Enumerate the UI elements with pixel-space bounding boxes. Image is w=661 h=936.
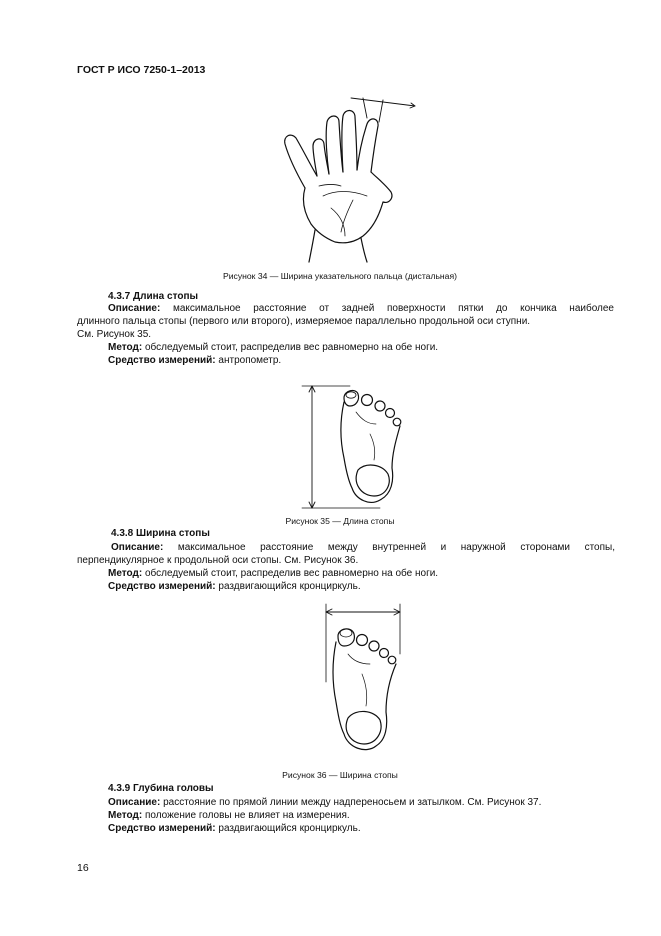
description-line-1: максимальное расстояние между внутренней и наружной сторонами стопы, [177, 542, 615, 553]
tool-text: раздвигающийся кронциркуль. [218, 823, 361, 834]
description-label: Описание: [108, 303, 161, 314]
section-4-3-7-tool [108, 354, 281, 367]
description-line-1: максимальное расстояние от задней поверхности пятки до кончика наиболее [172, 303, 614, 314]
method-text: положение головы не влияет на измерения. [144, 810, 350, 821]
tool-label: Средство измерений: [108, 581, 216, 592]
section-4-3-8-tool [108, 580, 361, 593]
tool-label: Средство измерений: [108, 823, 216, 834]
description-text: расстояние по прямой линии между надпереносьем и затылком. См. Рисунок 37. [163, 797, 542, 808]
description-label: Описание: [111, 542, 164, 553]
section-4-3-7-description [108, 302, 614, 315]
foot-length-illustration [300, 384, 410, 514]
section-4-3-9-tool [108, 822, 361, 835]
tool-text: раздвигающийся кронциркуль. [218, 581, 361, 592]
method-text: обследуемый стоит, распределив вес равномерно на обе ноги. [144, 342, 439, 353]
tool-label: Средство измерений: [108, 355, 216, 366]
section-4-3-8-title: 4.3.8 Ширина стопы [111, 528, 210, 539]
section-4-3-8-description-line-2: перпендикулярное к продольной оси стопы. См. Рисунок 36. [77, 555, 359, 566]
method-label: Метод: [108, 342, 143, 353]
method-label: Метод: [108, 568, 143, 579]
description-label: Описание: [108, 797, 161, 808]
section-4-3-9-method [108, 809, 350, 822]
document-code: ГОСТ Р ИСО 7250-1–2013 [77, 64, 206, 76]
figure-35-caption: Рисунок 35 — Длина стопы [285, 516, 395, 526]
figure-34-caption: Рисунок 34 — Ширина указательного пальца (дистальная) [223, 271, 457, 281]
method-text: обследуемый стоит, распределив вес равномерно на обе ноги. [144, 568, 439, 579]
hand-illustration [275, 92, 415, 262]
figure-36-caption: Рисунок 36 — Ширина стопы [282, 770, 398, 780]
section-4-3-9-description [108, 796, 541, 809]
page-number: 16 [77, 862, 89, 874]
section-4-3-7-description-line-3: См. Рисунок 35. [77, 329, 152, 340]
section-4-3-7-description-line-2: длинного пальца стопы (первого или второго), измеряемое параллельно продольной оси ступни. [77, 316, 531, 327]
section-4-3-8-method [108, 567, 438, 580]
section-4-3-7-title: 4.3.7 Длина стопы [108, 291, 199, 302]
foot-width-illustration [322, 602, 412, 762]
method-label: Метод: [108, 810, 143, 821]
section-4-3-8-description [111, 541, 615, 554]
section-4-3-7-method [108, 341, 438, 354]
section-4-3-9-title: 4.3.9 Глубина головы [108, 783, 214, 794]
tool-text: антропометр. [218, 355, 282, 366]
